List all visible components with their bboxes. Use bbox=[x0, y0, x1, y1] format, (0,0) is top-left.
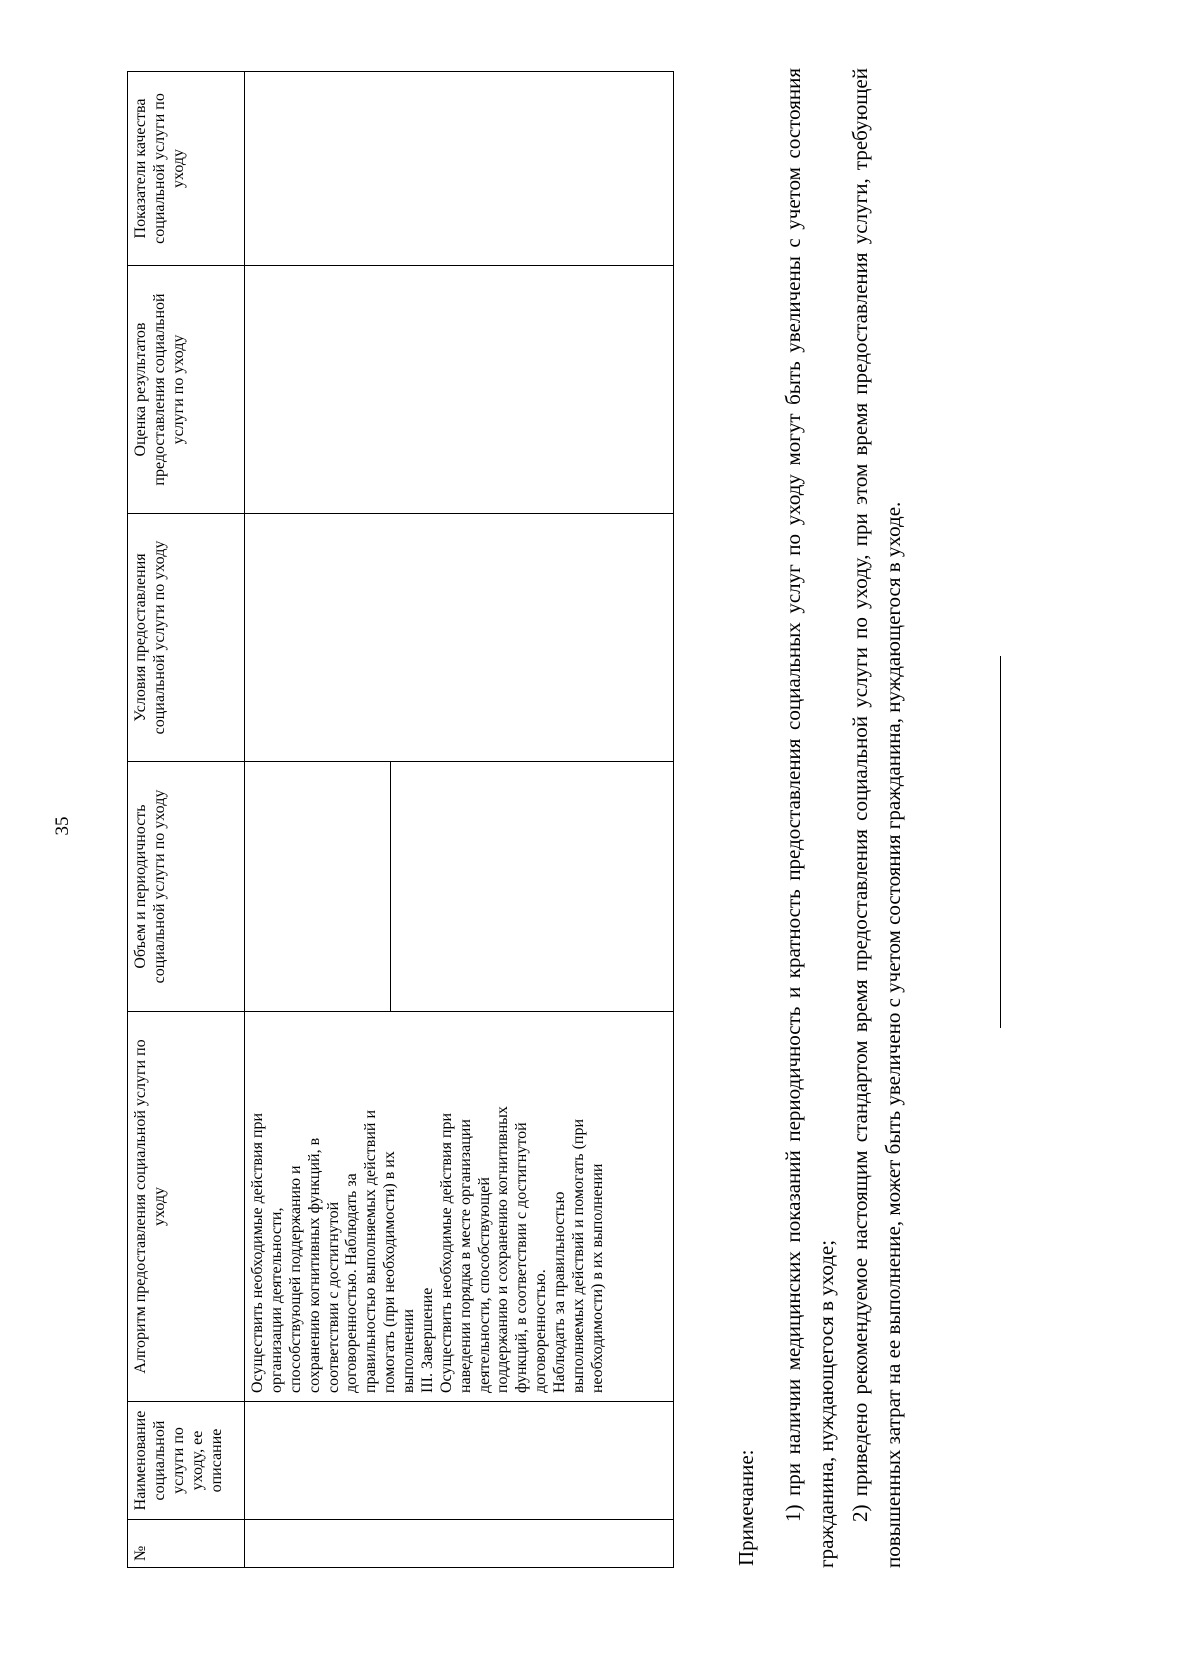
cell-quality-indicators bbox=[245, 72, 674, 266]
algorithm-line: Осуществить необходимые действия при bbox=[437, 1112, 455, 1393]
algorithm-line: необходимости) в их выполнении bbox=[588, 1163, 606, 1393]
algorithm-line: договоренностью. Наблюдать за bbox=[343, 1173, 361, 1393]
horizontal-rule bbox=[1000, 656, 1001, 1028]
algorithm-line: Наблюдать за правильностью bbox=[551, 1191, 568, 1393]
column-header-conditions: Условия предоставления социальной услуги по уходу bbox=[128, 514, 245, 762]
page-number: 35 bbox=[52, 816, 73, 836]
algorithm-line: функций, в соответствии с достигнутой bbox=[513, 1122, 531, 1393]
algorithm-line: выполнении bbox=[400, 1309, 417, 1393]
notes-title: Примечание: bbox=[734, 1449, 758, 1566]
algorithm-line: способствующей поддержанию и bbox=[286, 1165, 304, 1393]
column-header-results-evaluation: Оценка результатов предоставления социальной услуги по уходу bbox=[128, 266, 245, 514]
algorithm-line: организации деятельности, bbox=[267, 1207, 285, 1393]
algorithm-line: соответствии с достигнутой bbox=[324, 1201, 342, 1393]
note-item-2: 2) приведено рекомендуемое настоящим стандартом время предоставления социальной услуги по уходу, при этом время предоставления услуги, требующей повышенных затрат на ее выполнение, может быть увеличено с учетом состояния гражданина, нуждающегося в уходе. bbox=[847, 68, 905, 1568]
algorithm-line: правильностью выполняемых действий и bbox=[362, 1109, 380, 1393]
notes-section bbox=[730, 68, 910, 1568]
column-header-quality-indicators: Показатели качества социальной услуги по уходу bbox=[128, 72, 245, 266]
cell-volume-upper bbox=[245, 762, 391, 1011]
algorithm-line: Осуществить необходимые действия при bbox=[249, 1112, 266, 1393]
algorithm-line: выполняемых действий и помогать (при bbox=[569, 1118, 587, 1393]
algorithm-line: договоренностью. bbox=[532, 1269, 550, 1393]
column-header-volume-periodicity: Объем и периодичность социальной услуги по уходу bbox=[128, 762, 245, 1012]
cell-algorithm bbox=[245, 1012, 674, 1402]
cell-results-evaluation bbox=[245, 266, 674, 514]
algorithm-line: сохранению когнитивных функций, в bbox=[305, 1137, 323, 1393]
table-row bbox=[245, 72, 674, 1568]
algorithm-line: деятельности, способствующей bbox=[475, 1177, 493, 1393]
algorithm-line: III. Завершение bbox=[418, 1287, 436, 1393]
note-item-1: 1) при наличии медицинских показаний периодичность и кратность предоставления социальных услуг по уходу могут быть увеличены с учетом состояния гражданина, нуждающегося в уходе; bbox=[781, 68, 839, 1568]
cell-service-name bbox=[245, 1402, 674, 1520]
algorithm-line: помогать (при необходимости) в их bbox=[381, 1151, 399, 1393]
column-header-number: № bbox=[128, 1520, 245, 1568]
algorithm-line: наведении порядка в месте организации bbox=[456, 1119, 474, 1393]
column-header-service-name: Наименование социальной услуги по уходу, ее описание bbox=[128, 1402, 245, 1520]
column-header-algorithm: Алгоритм предоставления социальной услуги по уходу bbox=[128, 1012, 245, 1402]
cell-conditions bbox=[245, 514, 674, 762]
cell-volume-periodicity bbox=[245, 762, 674, 1012]
care-service-table bbox=[127, 71, 674, 1568]
cell-number bbox=[245, 1520, 674, 1568]
table-header-row bbox=[128, 72, 245, 1568]
algorithm-line: поддержанию и сохранению когнитивных bbox=[494, 1106, 512, 1393]
